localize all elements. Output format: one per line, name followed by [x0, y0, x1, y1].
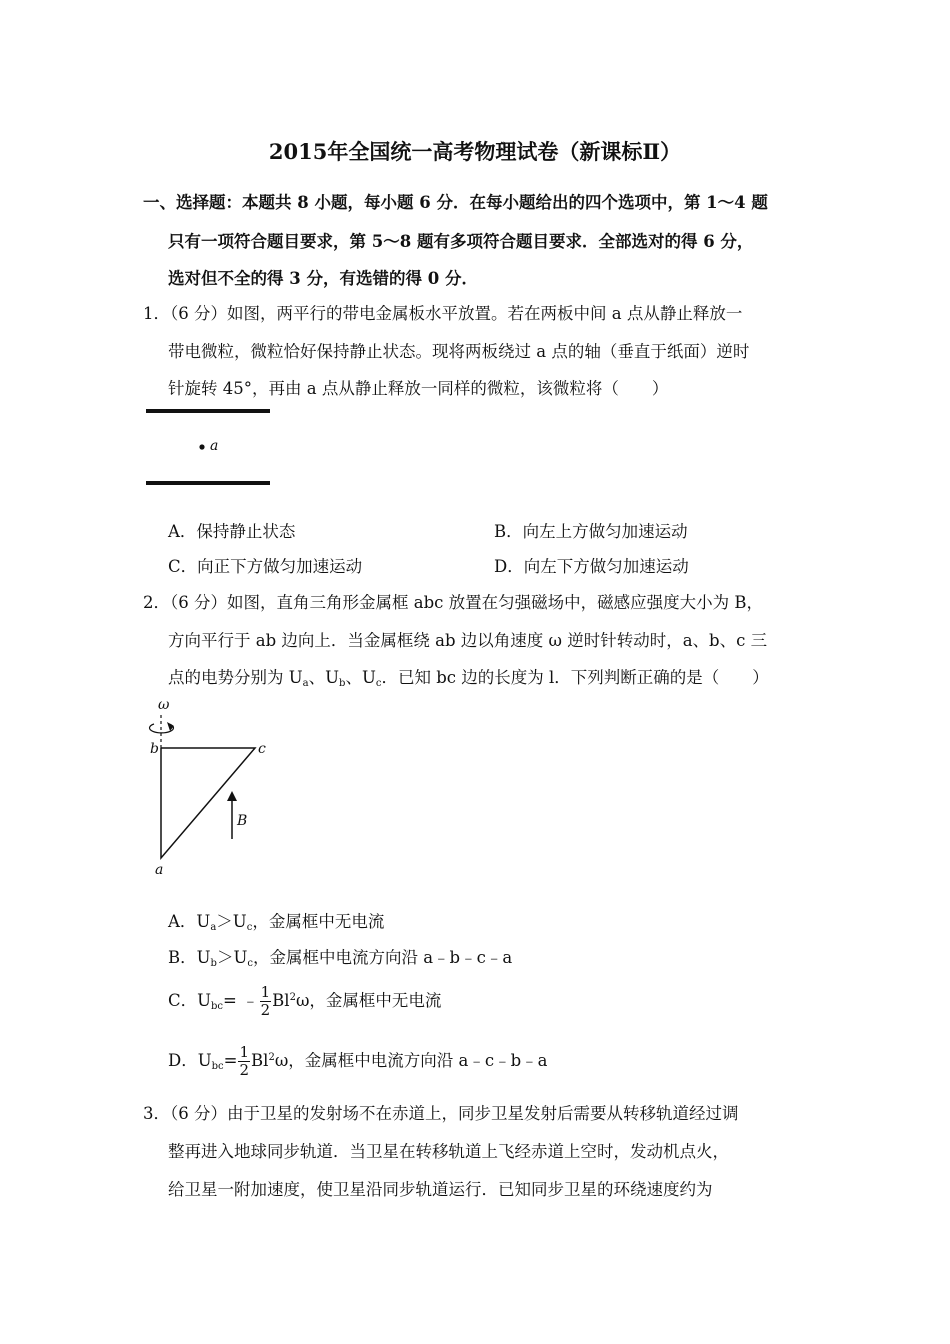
field-arrow-icon — [227, 791, 237, 801]
q1-option-d: D．向左下方做匀加速运动 — [494, 557, 689, 576]
point-a-dot — [199, 444, 204, 449]
fraction-one-half: $\frac{1}{2}$ — [260, 983, 271, 1019]
q1-figure-plates — [140, 400, 280, 495]
omega-label: ω — [158, 697, 170, 713]
vertex-c-label: c — [258, 741, 266, 757]
q2-option-a: A．$U_a>U_c$，金属框中无电流 — [168, 912, 385, 933]
point-a-label: a — [210, 438, 219, 454]
q3-stem-line-3: 给卫星一附加速度，使卫星沿同步轨道运行．已知同步卫星的环绕速度约为 — [168, 1180, 713, 1199]
q2-stem-line-3: 点的电势分别为 $U_a$、$U_b$、$U_c$．已知 bc 边的长度为 l．下列判断正确的是（ ） — [168, 668, 769, 689]
field-b-label: B — [237, 813, 248, 829]
q3-stem-line-1: 3．（6 分）由于卫星的发射场不在赤道上，同步卫星发射后需要从转移轨道经过调 — [143, 1104, 739, 1123]
q1-option-c: C．向正下方做匀加速运动 — [168, 557, 363, 576]
fraction-one-half: $\frac{1}{2}$ — [239, 1043, 250, 1079]
q1-option-b: B．向左上方做匀加速运动 — [494, 522, 688, 541]
q1-stem-line-3: 针旋转 45°，再由 a 点从静止释放一同样的微粒，该微粒将（ ） — [168, 379, 669, 398]
q3-stem-line-2: 整再进入地球同步轨道．当卫星在转移轨道上飞经赤道上空时，发动机点火， — [168, 1142, 729, 1161]
page-title: 2015年全国统一高考物理试卷（新课标Ⅱ） — [268, 139, 682, 164]
triangle-frame — [161, 748, 255, 858]
section-heading-line-1: 一、选择题：本题共 8 小题，每小题 6 分．在每小题给出的四个选项中，第 1～4 题 — [143, 193, 768, 212]
q2-option-c: C．$U_{bc}=$ ﹣ $\frac{1}{2}$ Bl$^2$ω，金属框中无电流 — [168, 983, 442, 1019]
q1-option-a: A．保持静止状态 — [168, 522, 296, 541]
q2-stem-line-2: 方向平行于 ab 边向上．当金属框绕 ab 边以角速度 ω 逆时针转动时，a、b、c 三 — [168, 631, 768, 650]
section-heading-line-3: 选对但不全的得 3 分，有选错的得 0 分． — [168, 269, 478, 288]
section-heading-line-2: 只有一项符合题目要求，第 5～8 题有多项符合题目要求．全部选对的得 6 分， — [168, 232, 754, 251]
q2-stem-line-1: 2．（6 分）如图，直角三角形金属框 abc 放置在匀强磁场中，磁感应强度大小为 B， — [143, 593, 763, 612]
q2-option-d: D．$U_{bc}=$ $\frac{1}{2}$ Bl$^2$ω，金属框中电流方向沿 a﹣c﹣b﹣a — [168, 1043, 548, 1079]
q1-stem-line-1: 1．（6 分）如图，两平行的带电金属板水平放置。若在两板中间 a 点从静止释放一 — [143, 304, 743, 323]
q2-figure-triangle — [140, 693, 280, 883]
vertex-b-label: b — [150, 741, 159, 757]
vertex-a-label: a — [155, 862, 164, 878]
q2-option-b: B．$U_b>U_c$，金属框中电流方向沿 a﹣b﹣c﹣a — [168, 948, 513, 969]
q1-stem-line-2: 带电微粒，微粒恰好保持静止状态。现将两板绕过 a 点的轴（垂直于纸面）逆时 — [168, 342, 750, 361]
